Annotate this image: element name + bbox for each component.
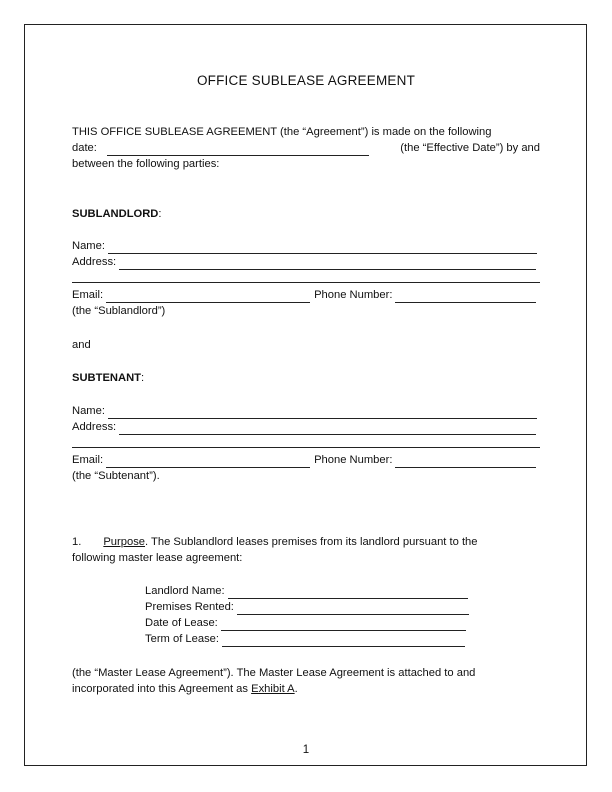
date-of-lease-field[interactable] [221,619,466,631]
sublandlord-address-field[interactable] [119,258,536,270]
section-1 [72,534,540,566]
subtenant-name-line [72,403,540,419]
exhibit-a-link: Exhibit A [251,683,295,695]
sublandlord-designation: (the “Sublandlord”) [72,305,166,317]
subtenant-contact-line [72,452,540,468]
sublandlord-name-line [72,238,540,254]
intro-paragraph [72,124,540,172]
section-1-number: 1. [72,536,82,548]
sublandlord-phone-label: Phone Number: [314,289,393,301]
effective-date-field[interactable] [107,144,369,156]
subtenant-fields [72,403,540,484]
subtenant-email-field[interactable] [106,456,310,468]
date-label: date: [72,142,97,154]
date-of-lease-line [145,615,475,631]
master-lease-fields [145,583,475,647]
subtenant-heading: SUBTENANT: [72,372,145,384]
page-number: 1 [302,744,310,756]
sublandlord-contact-line [72,287,540,303]
subtenant-address-field[interactable] [119,423,536,435]
section-1-heading: Purpose [103,536,146,548]
term-of-lease-field[interactable] [222,635,465,647]
subtenant-section [72,370,540,386]
subtenant-address-line [72,419,540,435]
section-1-line-2: following master lease agreement: [72,552,243,564]
closing-line-1: (the “Master Lease Agreement”). The Master Lease Agreement is attached to and [72,667,476,679]
sublandlord-address-line-2[interactable] [72,270,540,283]
and-text: and [72,339,91,351]
subtenant-name-label: Name: [72,405,105,417]
sublandlord-address-label: Address: [72,256,117,268]
sublandlord-email-field[interactable] [106,291,310,303]
landlord-name-field[interactable] [228,587,468,599]
closing-line-2: incorporated into this Agreement as Exhibit A. [72,683,298,695]
landlord-name-label: Landlord Name: [145,585,225,597]
premises-rented-field[interactable] [237,603,469,615]
subtenant-name-field[interactable] [108,407,537,419]
master-lease-closing [72,665,540,697]
subtenant-phone-label: Phone Number: [314,454,393,466]
section-1-text-1: . The Sublandlord leases premises from its landlord pursuant to the [145,536,478,548]
subtenant-address-line-2[interactable] [72,435,540,448]
term-of-lease-label: Term of Lease: [145,633,219,645]
subtenant-address-label: Address: [72,421,117,433]
sublandlord-phone-field[interactable] [395,291,536,303]
sublandlord-name-label: Name: [72,240,105,252]
intro-date-line [72,140,540,156]
intro-line-1: THIS OFFICE SUBLEASE AGREEMENT (the “Agreement”) is made on the following [72,126,492,138]
effective-date-suffix: (the “Effective Date”) by and [400,142,540,154]
sublandlord-fields [72,238,540,319]
subtenant-phone-field[interactable] [395,456,536,468]
sublandlord-section [72,206,540,222]
date-of-lease-label: Date of Lease: [145,617,218,629]
sublandlord-name-field[interactable] [108,242,537,254]
landlord-name-line [145,583,475,599]
sublandlord-heading: SUBLANDLORD: [72,208,162,220]
subtenant-email-label: Email: [72,454,104,466]
sublandlord-email-label: Email: [72,289,104,301]
premises-rented-line [145,599,475,615]
intro-line-3: between the following parties: [72,158,220,170]
subtenant-designation: (the “Subtenant”). [72,470,160,482]
document-title: OFFICE SUBLEASE AGREEMENT [196,73,416,88]
term-of-lease-line [145,631,475,647]
section-1-line-1 [72,534,540,550]
premises-rented-label: Premises Rented: [145,601,234,613]
sublandlord-address-line [72,254,540,270]
